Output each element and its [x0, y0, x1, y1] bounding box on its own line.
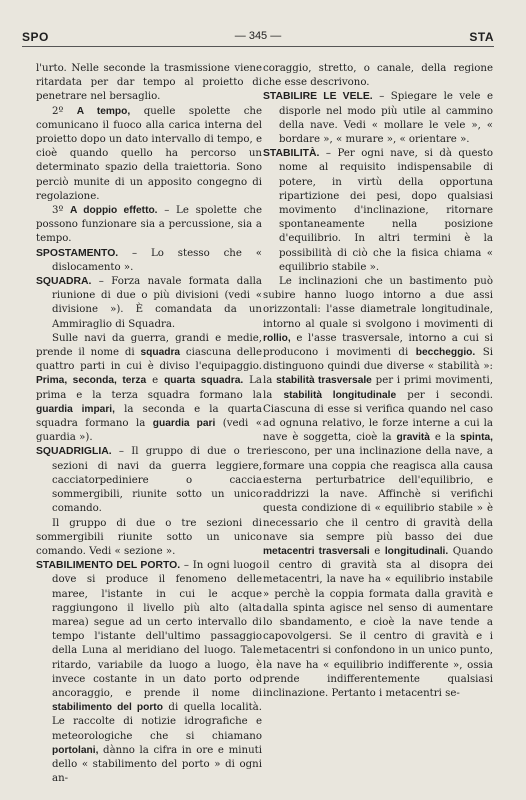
- entry-stabilimento-del-porto: STABILIMENTO DEL PORTO. – In ogni luogo dove si produce il fenomeno delle maree, l'istante in cui le acque raggiungono il livello più alto (alta marea) segue ad un certo intervallo di tempo l'istante dell'ultimo passaggio della Luna al meridiano del luogo. Tale ritardo, variabile da luogo a luogo, è invece costante in un dato porto od ancoraggio, e prende il nome di stabilimento del porto di quella località. Le raccolte di notizie idrografiche e meteorologiche che si chiamano portolani, dànno la cifra in ore e minuti dello « stabilimento del porto » di ogni an-: [36, 560, 262, 785]
- headword-squadra: SQUADRA.: [36, 276, 92, 288]
- paragraph-inclinazioni: Le inclinazioni che un bastimento può subire hanno luogo intorno a due assi orizzontali: l'asse diametrale longitudinale, intorno al quale si svolgono i movimenti di rollio, e l'asse trasversale, intorno a cui si producono i movimenti di beccheggio. Si distinguono quindi due diverse « stabilità »: la stabilità trasversale per i primi movimenti, la stabilità longitudinale per i secondi. Ciascuna di esse si verifica quando nel caso ad ognuna relativo, le forze interne a cui la nave è soggetta, cioè la gravità e la spinta, riescono, per una inclinazione della nave, a formare una coppia che reagisca alla causa esterna perturbatrice dell'equilibrio, e raddrizzi la nave. Affinchè si verifichi questa condizione di « equilibrio stabile » è necessario che il centro di gravità della nave sia sempre più basso dei due metacentri trasversali e longitudinali. Quando il centro di gravità sta al disopra dei metacentri, la nave ha « equilibrio instabile » perchè la coppia formata dalla gravità e dalla spinta agisce nel senso di aumentare lo sbandamento, e cioè la nave tende a capovolgersi. Se il centro di gravità e i metacentri si confondono in un unico punto, la nave ha « equilibrio indifferente », ossia prende indifferentemente qualsiasi inclinazione. Pertanto i metacentri se-: [263, 276, 493, 699]
- headword-stabilire-le-vele: STABILIRE LE VELE.: [263, 91, 373, 103]
- paragraph-a-tempo: 2º A tempo, quelle spolette che comunicano il fuoco alla carica interna del proietto dopo un dato intervallo di tempo, e cioè quando quello ha percorso un determinato spazio della traiettoria. Sono perciò munite di un apposito congegno di regolazione.: [36, 105, 263, 202]
- headword-squadriglia: SQUADRIGLIA.: [36, 446, 112, 458]
- entry-squadra: SQUADRA. – Forza navale formata dalla riunione di due o più divisioni (vedi « divisione »). È comandata da un Ammiraglio di Squadra.: [36, 276, 262, 330]
- paragraph-continuation: l'urto. Nelle seconde la trasmissione viene ritardata per dar tempo al proietto di penetrare nel bersaglio.: [36, 63, 262, 103]
- right-column: [263, 62, 493, 701]
- running-header: [22, 28, 494, 44]
- header-rule: [22, 46, 494, 47]
- paragraph-squadriglia-sommergibili: Il gruppo di due o tre sezioni di sommergibili riunite sotto un unico comando. Vedi « sezione ».: [36, 517, 262, 557]
- paragraph-continuation-right: coraggio, stretto, o canale, della regione che esse descrivono.: [263, 63, 493, 89]
- paragraph-doppio-effetto: 3º A doppio effetto. – Le spolette che possono funzionare sia a percussione, sia a tempo.: [36, 205, 262, 245]
- headword-spostamento: SPOSTAMENTO.: [36, 247, 119, 259]
- term-doppio-effetto: A doppio effetto.: [70, 205, 158, 217]
- header-left-guide-word: SPO: [22, 30, 49, 44]
- entry-stabilita: STABILITÀ. – Per ogni nave, si dà questo nome al requisito indispensabile di potere, in virtù della opportuna ripartizione dei pesi, dopo qualsiasi movimento d'inclinazione, ritornare spontaneamente nella posizione d'equilibrio. In altri termini è la possibilità di ciò che la fisica chiama « equilibrio stabile ».: [263, 148, 493, 273]
- headword-stabilita: STABILITÀ.: [263, 148, 320, 160]
- header-right-guide-word: STA: [469, 30, 494, 44]
- paragraph-squadra-equipaggio: Sulle navi da guerra, grandi e medie, prende il nome di squadra ciascuna delle quattro parti in cui è diviso l'equipaggio. Prima, seconda, terza e quarta squadra. La prima e la terza squadra formano la guardia impari, la seconda e la quarta squadra formano la guardia pari (vedi « guardia »).: [36, 332, 262, 444]
- entry-spostamento: SPOSTAMENTO. – Lo stesso che « dislocamento ».: [36, 247, 262, 273]
- headword-stabilimento-del-porto: STABILIMENTO DEL PORTO.: [36, 560, 181, 572]
- term-a-tempo: A tempo,: [76, 105, 131, 117]
- entry-stabilire-le-vele: STABILIRE LE VELE. – Spiegare le vele e disporle nel modo più utile al cammino della nave. Vedi « mollare le vele », « bordare », « murare », « orientare ».: [263, 91, 493, 146]
- page-number: — 345 —: [234, 30, 282, 42]
- entry-squadriglia: SQUADRIGLIA. – Il gruppo di due o tre sezioni di navi da guerra leggiere, cacciatorpediniere o caccia sommergibili, riunite sotto un unico comando.: [36, 446, 262, 515]
- left-column: [36, 62, 262, 786]
